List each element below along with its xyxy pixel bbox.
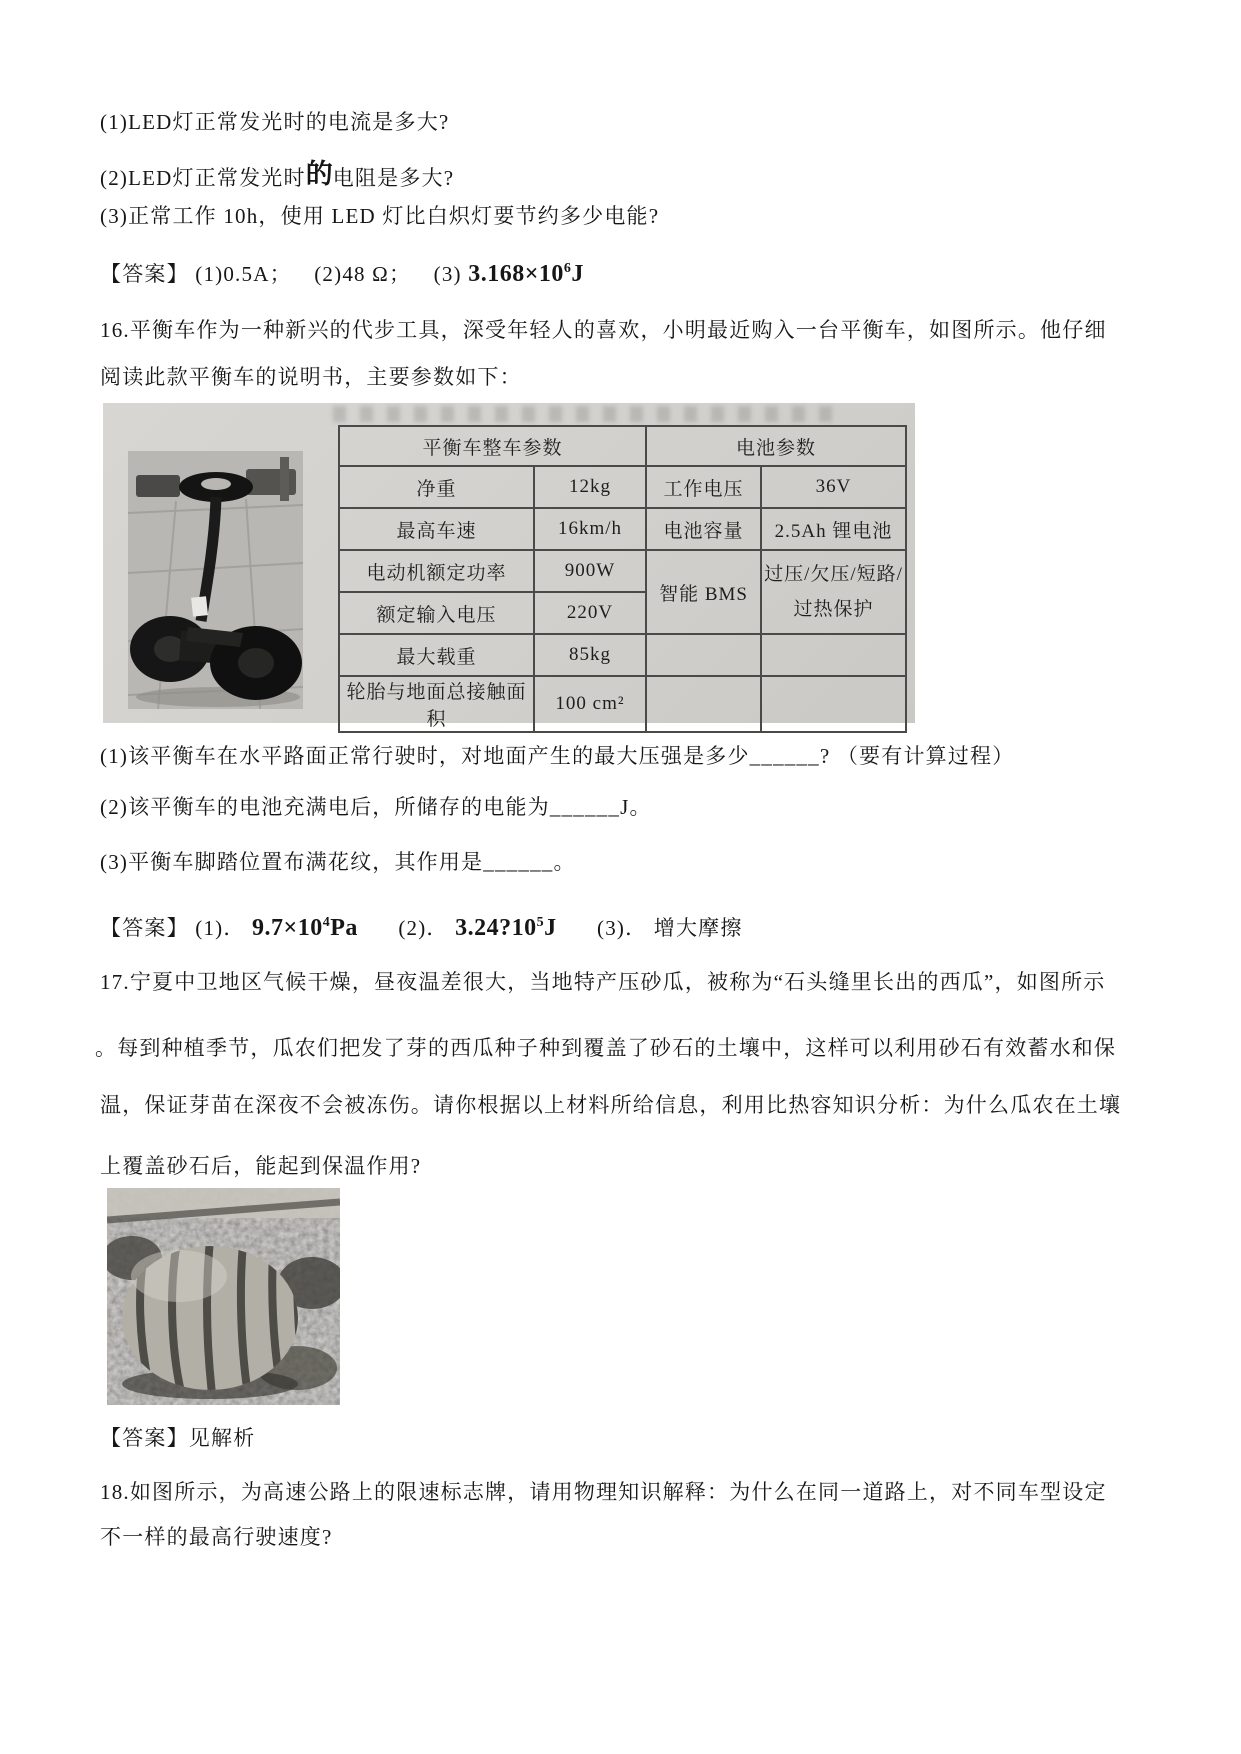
spec-cell: 85kg bbox=[534, 634, 646, 676]
q15-answer-3-prefix: (3) bbox=[433, 262, 462, 286]
spec-cell: 工作电压 bbox=[646, 466, 761, 508]
q16-answer-1-prefix: (1)． bbox=[195, 916, 246, 940]
q15-part2-suffix: 电阻是多大? bbox=[332, 166, 455, 190]
q15-part2 bbox=[100, 152, 454, 192]
spec-header-right: 电池参数 bbox=[646, 426, 906, 466]
q15-answer-1: (1)0.5A； bbox=[195, 262, 292, 286]
spec-cell: 900W bbox=[534, 550, 646, 592]
q16-part3: (3)平衡车脚踏位置布满花纹，其作用是______。 bbox=[100, 850, 576, 874]
spec-cell: 220V bbox=[534, 592, 646, 634]
spec-cell: 100 cm² bbox=[534, 676, 646, 732]
spec-cell-empty bbox=[761, 634, 906, 676]
q16-answer-2-exponent: 5 bbox=[536, 915, 545, 930]
q16-answer-2-base: 3.24?10 bbox=[455, 915, 537, 941]
answer-label: 【答案】 bbox=[100, 916, 189, 940]
q15-part2-bold-char: 的 bbox=[305, 159, 333, 189]
q16-answer bbox=[100, 912, 743, 942]
q18-line2: 不一样的最高行驶速度? bbox=[100, 1525, 333, 1549]
spec-cell-line1: 过压/欠压/短路/ bbox=[764, 563, 903, 585]
q16-intro-line1: 16.平衡车作为一种新兴的代步工具，深受年轻人的喜欢，小明最近购入一台平衡车，如图所示。他仔细 bbox=[100, 318, 1107, 342]
q16-answer-2-prefix: (2)． bbox=[398, 916, 449, 940]
q16-intro-line2: 阅读此款平衡车的说明书，主要参数如下： bbox=[100, 365, 522, 389]
q17-line1: 17.宁夏中卫地区气候干燥，昼夜温差很大，当地特产压砂瓜，被称为“石头缝里长出的西瓜”，如图所示 bbox=[100, 970, 1106, 994]
spec-cell: 最高车速 bbox=[339, 508, 534, 550]
q18-line1: 18.如图所示，为高速公路上的限速标志牌，请用物理知识解释：为什么在同一道路上，对不同车型设定 bbox=[100, 1480, 1107, 1504]
q15-part1: (1)LED灯正常发光时的电流是多大? bbox=[100, 110, 450, 134]
q15-answer-3-exponent: 6 bbox=[563, 261, 572, 276]
spec-cell: 36V bbox=[761, 466, 906, 508]
q16-answer-1-exponent: 4 bbox=[322, 915, 331, 930]
scooter-spec-table bbox=[338, 425, 907, 733]
spec-cell: 轮胎与地面总接触面积 bbox=[339, 676, 534, 732]
q17-answer: 【答案】见解析 bbox=[100, 1426, 256, 1450]
scooter-figure-scan bbox=[103, 403, 915, 730]
q17-line2: 。每到种植季节，瓜农们把发了芽的西瓜种子种到覆盖了砂石的土壤中，这样可以利用砂石有效蓄水和保 bbox=[95, 1036, 1117, 1060]
scooter-photo bbox=[128, 451, 303, 709]
spec-header-left: 平衡车整车参数 bbox=[339, 426, 646, 466]
q15-part3: (3)正常工作 10h，使用 LED 灯比白炽灯要节约多少电能? bbox=[100, 204, 660, 228]
q16-answer-1-unit: Pa bbox=[330, 915, 358, 941]
q17-line3: 温，保证芽苗在深夜不会被冻伤。请你根据以上材料所给信息，利用比热容知识分析：为什么瓜农在土壤 bbox=[100, 1093, 1122, 1117]
q16-answer-2-value bbox=[455, 915, 557, 941]
q15-answer-3-value bbox=[468, 261, 584, 287]
spec-cell-empty bbox=[761, 676, 906, 732]
spec-cell: 16km/h bbox=[534, 508, 646, 550]
answer-label: 【答案】 bbox=[100, 262, 189, 286]
spec-cell-empty bbox=[646, 634, 761, 676]
spec-cell: 2.5Ah 锂电池 bbox=[761, 508, 906, 550]
q16-answer-1-base: 9.7×10 bbox=[252, 915, 323, 941]
spec-cell bbox=[761, 550, 906, 634]
q15-answer bbox=[100, 258, 584, 288]
spec-cell: 智能 BMS bbox=[646, 550, 761, 634]
print-bleed-artifact bbox=[333, 406, 833, 422]
q16-answer-3-text: 增大摩擦 bbox=[653, 916, 743, 940]
spec-cell: 额定输入电压 bbox=[339, 592, 534, 634]
watermelon-photo bbox=[107, 1188, 340, 1405]
spec-cell: 12kg bbox=[534, 466, 646, 508]
spec-cell-line2: 过热保护 bbox=[793, 599, 874, 620]
q15-answer-3-base: 3.168×10 bbox=[468, 261, 564, 287]
q16-part2: (2)该平衡车的电池充满电后，所储存的电能为______J。 bbox=[100, 795, 652, 819]
q15-answer-2: (2)48 Ω； bbox=[314, 262, 412, 286]
spec-cell-empty bbox=[646, 676, 761, 732]
q16-answer-2-unit: J bbox=[544, 915, 557, 941]
spec-cell: 电池容量 bbox=[646, 508, 761, 550]
spec-cell: 电动机额定功率 bbox=[339, 550, 534, 592]
q17-line4: 上覆盖砂石后，能起到保温作用? bbox=[100, 1154, 422, 1178]
q16-answer-3-prefix: (3)． bbox=[597, 916, 648, 940]
spec-cell: 净重 bbox=[339, 466, 534, 508]
q16-part1: (1)该平衡车在水平路面正常行驶时，对地面产生的最大压强是多少______? （要有计算过程） bbox=[100, 744, 1015, 768]
q15-answer-3-unit: J bbox=[571, 261, 584, 287]
q15-part2-prefix: (2)LED灯正常发光时 bbox=[100, 166, 306, 190]
q16-answer-1-value bbox=[252, 915, 358, 941]
spec-cell: 最大载重 bbox=[339, 634, 534, 676]
